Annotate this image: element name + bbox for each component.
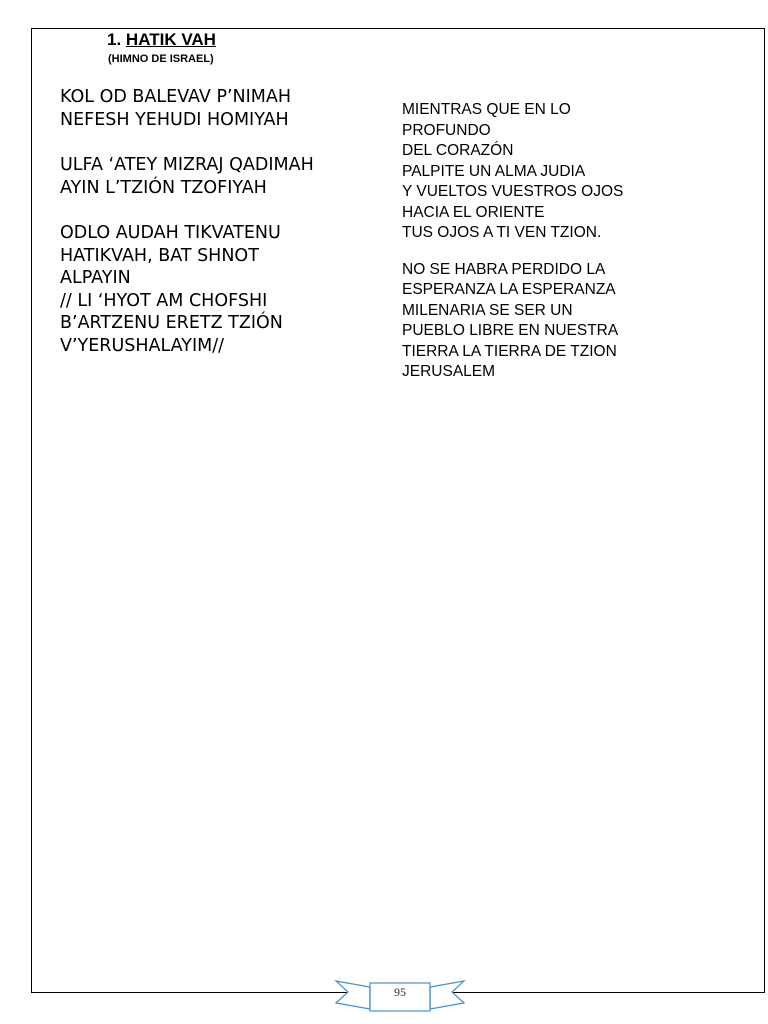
- translation-line: JERUSALEM: [402, 363, 496, 380]
- song-number: 1.: [107, 30, 122, 49]
- lyric-line: ALPAYIN: [60, 268, 131, 288]
- lyrics-stanza: [60, 154, 390, 199]
- translation-line: PROFUNDO: [402, 121, 491, 139]
- translation-line: ESPERANZA LA ESPERANZA: [402, 281, 616, 298]
- hebrew-lyrics-column: [60, 86, 390, 357]
- lyric-line: AYIN L’TZIÓN TZOFIYAH: [60, 177, 267, 198]
- translation-line: TIERRA LA TIERRA DE TZION: [402, 342, 617, 360]
- page-number-ribbon: [334, 973, 466, 1019]
- translation-line: NO SE HABRA PERDIDO LA: [402, 260, 606, 278]
- song-subtitle: (HIMNO DE ISRAEL): [108, 53, 214, 65]
- spanish-translation-column: [402, 100, 702, 383]
- song-title: [107, 30, 216, 50]
- translation-line: PALPITE UN ALMA JUDIA: [402, 162, 586, 180]
- lyric-line: KOL OD BALEVAV P’NIMAH: [60, 87, 292, 107]
- translation-line: MIENTRAS QUE EN LO: [402, 101, 571, 118]
- song-title-text: HATIK VAH: [125, 30, 216, 49]
- translation-line: HACIA EL ORIENTE: [402, 203, 545, 221]
- page-number: 95: [394, 985, 406, 999]
- translation-stanza: [402, 260, 702, 383]
- translation-line: MILENARIA SE SER UN: [402, 301, 573, 319]
- lyric-line: HATIKVAH, BAT SHNOT: [60, 245, 259, 266]
- lyric-line: ULFA ‘ATEY MIZRAJ QADIMAH: [60, 155, 314, 175]
- lyrics-stanza: [60, 222, 390, 357]
- translation-line: DEL CORAZÓN: [402, 142, 514, 159]
- translation-line: PUEBLO LIBRE EN NUESTRA: [402, 322, 619, 339]
- lyric-line: // LI ‘HYOT AM CHOFSHI: [60, 290, 268, 311]
- lyric-line: B’ARTZENU ERETZ TZIÓN: [60, 313, 283, 333]
- translation-stanza: [402, 100, 702, 244]
- lyrics-stanza: [60, 86, 390, 131]
- translation-line: TUS OJOS A TI VEN TZION.: [402, 224, 602, 241]
- lyric-line: V’YERUSHALAYIM//: [60, 335, 224, 356]
- translation-line: Y VUELTOS VUESTROS OJOS: [402, 183, 624, 200]
- lyric-line: NEFESH YEHUDI HOMIYAH: [60, 109, 289, 130]
- lyric-line: ODLO AUDAH TIKVATENU: [60, 223, 281, 243]
